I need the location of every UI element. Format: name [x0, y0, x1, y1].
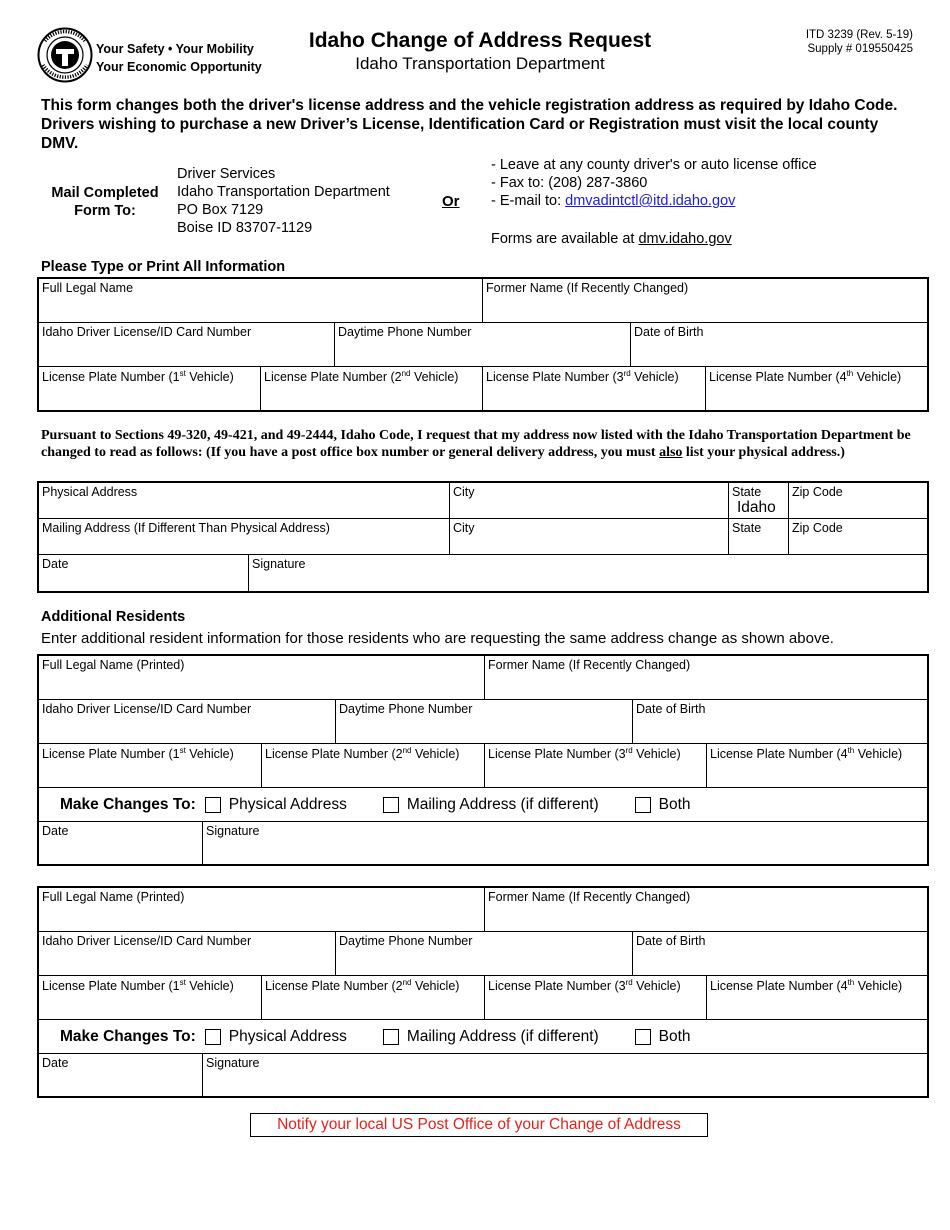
field-label: Zip Code: [792, 485, 843, 499]
field-label: Former Name (If Recently Changed): [486, 281, 689, 295]
field-label-tail: Vehicle): [854, 747, 903, 762]
field-label: Idaho Driver License/ID Card Number: [42, 702, 252, 716]
forms-available: [491, 231, 732, 247]
option-physical[interactable]: [205, 1028, 347, 1046]
ordinal: 1: [172, 747, 180, 762]
forms-prefix: Forms are available at: [491, 231, 639, 247]
field-label: Date: [42, 557, 69, 571]
ordinal-suffix: th: [847, 746, 855, 755]
plate-4-field[interactable]: [706, 367, 927, 410]
field-label: State: [732, 521, 762, 535]
option-label: Mailing Address (if different): [406, 1028, 599, 1045]
applicant-info-grid: [37, 277, 929, 412]
field-label: Former Name (If Recently Changed): [488, 890, 691, 904]
resident-plate-3-field[interactable]: [485, 744, 707, 788]
resident-2-grid: [37, 886, 929, 1098]
option-label: Mailing Address (if different): [406, 796, 599, 813]
ordinal: 3: [618, 747, 626, 762]
field-label: Date of Birth: [634, 325, 704, 339]
resident-full-name-field[interactable]: [39, 656, 485, 700]
ordinal: 4: [840, 979, 848, 994]
resident-plate-4-field[interactable]: [707, 976, 927, 1020]
signature-field[interactable]: [249, 555, 927, 591]
mail-label-line-2: Form To:: [74, 203, 136, 219]
option-mailing[interactable]: [383, 796, 599, 814]
field-label: License Plate Number (: [42, 747, 173, 762]
field-label-tail: Vehicle): [185, 370, 234, 385]
resident-license-field[interactable]: [39, 700, 336, 744]
address-line: PO Box 7129: [177, 202, 264, 218]
form-revision: ITD 3239 (Rev. 5-19): [805, 29, 913, 41]
plate-1-field[interactable]: [39, 367, 261, 410]
option-both[interactable]: [635, 796, 691, 814]
field-label: License Plate Number (: [488, 979, 619, 994]
field-label: Full Legal Name (Printed): [42, 658, 185, 672]
dob-field[interactable]: [631, 323, 927, 367]
former-name-field[interactable]: [483, 279, 927, 323]
type-or-print-heading: Please Type or Print All Information: [41, 259, 286, 275]
pursuant-emphasis: also: [659, 445, 683, 460]
field-label: License Plate Number (: [709, 370, 840, 385]
physical-zip-field[interactable]: [789, 483, 927, 519]
ordinal: 1: [172, 979, 180, 994]
ordinal-suffix: rd: [625, 746, 633, 755]
resident-date-field[interactable]: [39, 822, 203, 864]
physical-city-field[interactable]: [450, 483, 729, 519]
resident-dob-field[interactable]: [633, 700, 927, 744]
field-label: Date: [42, 824, 69, 838]
date-field[interactable]: [39, 555, 249, 591]
mailing-zip-field[interactable]: [789, 519, 927, 555]
field-label: License Plate Number (: [710, 747, 841, 762]
option-mailing[interactable]: [383, 1028, 599, 1046]
ordinal-suffix: rd: [623, 369, 631, 378]
make-changes-label: Make Changes To:: [60, 796, 196, 813]
field-label: Former Name (If Recently Changed): [488, 658, 691, 672]
new-address-grid: [37, 481, 929, 593]
field-label: Date of Birth: [636, 934, 706, 948]
resident-plate-1-field[interactable]: [39, 976, 262, 1020]
field-label: Date: [42, 1056, 69, 1070]
field-label: Idaho Driver License/ID Card Number: [42, 934, 252, 948]
resident-dob-field[interactable]: [633, 932, 927, 976]
field-label: License Plate Number (: [42, 979, 173, 994]
leave-option: - Leave at any county driver's or auto license office: [491, 157, 817, 173]
itd-seal-logo: [37, 27, 93, 83]
ordinal-suffix: nd: [402, 978, 412, 987]
resident-signature-field[interactable]: [203, 822, 927, 864]
email-prefix: - E-mail to:: [491, 193, 566, 209]
resident-phone-field[interactable]: [336, 932, 633, 976]
option-both[interactable]: [635, 1028, 691, 1046]
address-line: Boise ID 83707-1129: [177, 220, 313, 236]
ordinal-suffix: st: [179, 746, 186, 755]
mailing-checkbox[interactable]: [383, 797, 399, 813]
ordinal: 2: [395, 979, 403, 994]
field-label-tail: Vehicle): [632, 979, 681, 994]
or-label: Or: [442, 193, 460, 210]
forms-site-link[interactable]: dmv.idaho.gov: [638, 231, 732, 247]
state-prefilled-value: Idaho: [737, 499, 776, 516]
field-label-tail: Vehicle): [411, 747, 460, 762]
ordinal: 2: [395, 747, 403, 762]
field-label: Daytime Phone Number: [339, 702, 473, 716]
make-changes-options: [60, 1028, 691, 1046]
resident-phone-field[interactable]: [336, 700, 633, 744]
ordinal-suffix: nd: [401, 369, 411, 378]
resident-plate-4-field[interactable]: [707, 744, 927, 788]
field-label: Daytime Phone Number: [338, 325, 472, 339]
ordinal-suffix: st: [179, 978, 186, 987]
field-label: Signature: [206, 824, 260, 838]
physical-checkbox[interactable]: [205, 1029, 221, 1045]
field-label: State: [732, 485, 762, 499]
mailing-checkbox[interactable]: [383, 1029, 399, 1045]
field-label: License Plate Number (: [265, 747, 396, 762]
ordinal: 4: [839, 370, 847, 385]
form-title: Idaho Change of Address Request: [308, 29, 652, 52]
full-legal-name-field[interactable]: [39, 279, 483, 323]
field-label-tail: Vehicle): [411, 979, 460, 994]
post-office-notice: Notify your local US Post Office of your Change of Address: [250, 1113, 708, 1137]
field-label-tail: Vehicle): [630, 370, 679, 385]
additional-residents-heading: Additional Residents: [41, 609, 186, 625]
email-link[interactable]: dmvadintctl@itd.idaho.gov: [565, 193, 736, 209]
resident-plate-3-field[interactable]: [485, 976, 707, 1020]
option-label: Both: [658, 796, 691, 813]
field-label: Mailing Address (If Different Than Physical Address): [42, 521, 330, 535]
pursuant-statement: [41, 427, 921, 461]
field-label: City: [453, 521, 475, 535]
resident-1-grid: [37, 654, 929, 866]
field-label: Date of Birth: [636, 702, 706, 716]
form-subtitle: Idaho Transportation Department: [355, 54, 605, 73]
field-label-tail: Vehicle): [185, 747, 234, 762]
resident-license-field[interactable]: [39, 932, 336, 976]
ordinal: 3: [616, 370, 624, 385]
field-label-tail: Vehicle): [632, 747, 681, 762]
resident-signature-field[interactable]: [203, 1054, 927, 1096]
field-label: City: [453, 485, 475, 499]
field-label: License Plate Number (: [265, 979, 396, 994]
ordinal-suffix: rd: [625, 978, 633, 987]
phone-field[interactable]: [335, 323, 631, 367]
field-label: Zip Code: [792, 521, 843, 535]
form-number: [806, 28, 913, 56]
mail-label-line-1: Mail Completed: [51, 185, 159, 201]
alternate-options: [491, 156, 817, 210]
resident-full-name-field[interactable]: [39, 888, 485, 932]
ordinal: 3: [618, 979, 626, 994]
field-label: License Plate Number (: [486, 370, 617, 385]
license-number-field[interactable]: [39, 323, 335, 367]
slogan-line-2: Your Economic Opportunity: [96, 60, 262, 74]
address-line: Idaho Transportation Department: [177, 184, 390, 200]
option-label: Physical Address: [228, 796, 347, 813]
field-label: License Plate Number (: [710, 979, 841, 994]
mailing-address-field[interactable]: [39, 519, 450, 555]
both-checkbox[interactable]: [635, 1029, 651, 1045]
pursuant-text: Pursuant to Sections 49-320, 49-421, and 49-2444, Idaho Code, I request that my address now listed with the Idaho Transportation Department be changed to read as follows: (If you have a post office box number or general delivery address, you must: [41, 428, 911, 460]
make-changes-label: Make Changes To:: [60, 1028, 196, 1045]
mailing-state-field[interactable]: [729, 519, 789, 555]
ordinal: 4: [840, 747, 848, 762]
field-label-tail: Vehicle): [854, 979, 903, 994]
field-label: Full Legal Name (Printed): [42, 890, 185, 904]
make-changes-options: [60, 796, 691, 814]
supply-number: Supply # 019550425: [807, 43, 913, 55]
both-checkbox[interactable]: [635, 797, 651, 813]
mail-label: [41, 184, 169, 220]
field-label-tail: Vehicle): [410, 370, 459, 385]
plate-2-field[interactable]: [261, 367, 483, 410]
mailing-address: [177, 165, 390, 237]
field-label-tail: Vehicle): [185, 979, 234, 994]
field-label: Signature: [206, 1056, 260, 1070]
field-label: Signature: [252, 557, 306, 571]
resident-date-field[interactable]: [39, 1054, 203, 1096]
ordinal: 1: [172, 370, 180, 385]
field-label: License Plate Number (: [42, 370, 173, 385]
plate-3-field[interactable]: [483, 367, 706, 410]
slogan-line-1: Your Safety • Your Mobility: [96, 42, 254, 56]
ordinal-suffix: st: [179, 369, 186, 378]
resident-plate-2-field[interactable]: [262, 976, 485, 1020]
mailing-city-field[interactable]: [450, 519, 729, 555]
resident-former-name-field[interactable]: [485, 888, 927, 932]
field-label: Full Legal Name: [42, 281, 134, 295]
pursuant-text-end: list your physical address.): [682, 445, 845, 460]
field-label: Daytime Phone Number: [339, 934, 473, 948]
resident-plate-2-field[interactable]: [262, 744, 485, 788]
ordinal-suffix: nd: [402, 746, 412, 755]
option-physical[interactable]: [205, 796, 347, 814]
field-label: Physical Address: [42, 485, 138, 499]
resident-plate-1-field[interactable]: [39, 744, 262, 788]
ordinal-suffix: th: [847, 978, 855, 987]
option-label: Physical Address: [228, 1028, 347, 1045]
fax-option: - Fax to: (208) 287-3860: [491, 175, 648, 191]
additional-residents-intro: Enter additional resident information for those residents who are requesting the same address change as shown above.: [41, 630, 834, 647]
address-line: Driver Services: [177, 166, 276, 182]
field-label: License Plate Number (: [488, 747, 619, 762]
field-label-tail: Vehicle): [853, 370, 902, 385]
option-label: Both: [658, 1028, 691, 1045]
physical-state-field[interactable]: [729, 483, 789, 519]
email-option: [491, 192, 817, 210]
resident-former-name-field[interactable]: [485, 656, 927, 700]
field-label: License Plate Number (: [264, 370, 395, 385]
ordinal-suffix: th: [846, 369, 854, 378]
ordinal: 2: [394, 370, 402, 385]
intro-text: This form changes both the driver's license address and the vehicle registration address as required by Idaho Code. Drivers wishing to purchase a new Driver’s License, Identification Card or Registration must visit the local county DMV.: [41, 97, 898, 152]
physical-checkbox[interactable]: [205, 797, 221, 813]
slogan: [96, 40, 262, 76]
physical-address-field[interactable]: [39, 483, 450, 519]
field-label: Idaho Driver License/ID Card Number: [42, 325, 252, 339]
